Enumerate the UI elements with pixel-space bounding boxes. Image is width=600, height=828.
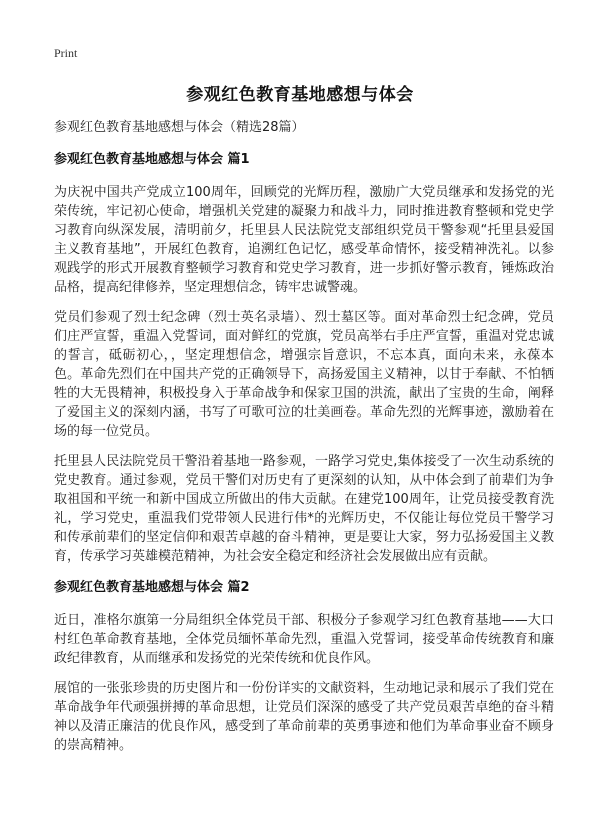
paragraph: 托里县人民法院党员干警沿着基地一路参观，一路学习党史,集体接受了一次生动系统的党史教育。通过参观，党员干警们对历史有了更深刻的认知，从中体会到了前辈们为争取祖国和平统一和新中国成立所做出的伟大贡献。在建党100周年，让党员接受教育洗礼，学习党史，重温我们党带领人民进行伟*的光辉历史，不仅能让每位党员干警学习和传承前辈们的坚定信仰和艰苦卓越的奋斗精神，更是要让大家，努力弘扬爱国主义教育，传承学习英雄模范精神，为社会安全稳定和经济社会发展做出应有贡献。	[54, 454, 554, 564]
section-2	[54, 579, 554, 755]
page-title: 参观红色教育基地感想与体会	[186, 85, 414, 105]
section-heading: 参观红色教育基地感想与体会 篇2	[54, 580, 250, 595]
paragraph: 近日，准格尔旗第一分局组织全体党员干部、积极分子参观学习红色教育基地——大口村红色革命教育基地，全体党员缅怀革命先烈，重温入党誓词，接受革命传统教育和廉政纪律教育，从而继承和发扬党的光荣传统和优良作风。	[54, 613, 554, 666]
paragraph: 党员们参观了烈士纪念碑（烈士英名录墙）、烈士墓区等。面对革命烈士纪念碑，党员们庄严宣誓，重温入党誓词，面对鲜红的党旗，党员高举右手庄严宣誓，重温对党忠诚的誓言，砥砺初心，，坚定理想信念，增强宗旨意识，不忘本真，面向未来，永葆本色。革命先烈们在中国共产党的正确领导下，高扬爱国主义精神，以甘于奉献、不怕牺牲的大无畏精神，积极投身入于革命战争和保家卫国的洪流，献出了宝贵的生命，阐释了爱国主义的深刻内涵，书写了可歌可泣的壮美画卷。革命先烈的光辉事迹，激励着在场的每一位党员。	[54, 310, 554, 439]
print-link[interactable]: Print	[54, 46, 78, 60]
section-1	[54, 151, 554, 566]
paragraph: 为庆祝中国共产党成立100周年，回顾党的光辉历程，激励广大党员继承和发扬党的光荣传统，牢记初心使命，增强机关党建的凝聚力和战斗力，同时推进教育整顿和党史学习教育向纵深发展，清明前夕，托里县人民法院党支部组织党员干警参观“托里县爱国主义教育基地”，开展红色教育，追溯红色记忆，感受革命情怀，接受精神洗礼。以参观践学的形式开展教育整顿学习教育和党史学习教育，进一步抓好警示教育，锤炼政治品格，提高纪律修养，坚定理想信念，铸牢忠诚警魂。	[54, 185, 554, 295]
paragraph: 展馆的一张张珍贵的历史图片和一份份详实的文献资料，生动地记录和展示了我们党在革命战争年代顽强拼搏的革命思想，让党员们深深的感受了共产党员艰苦卓绝的奋斗精神以及清正廉洁的优良作风，感受到了革命前辈的英勇事迹和他们为革命事业奋不顾身的崇高精神。	[54, 681, 554, 753]
document-body	[54, 118, 554, 766]
document-subtitle: 参观红色教育基地感想与体会（精选28篇）	[54, 120, 305, 135]
section-heading: 参观红色教育基地感想与体会 篇1	[54, 152, 250, 167]
